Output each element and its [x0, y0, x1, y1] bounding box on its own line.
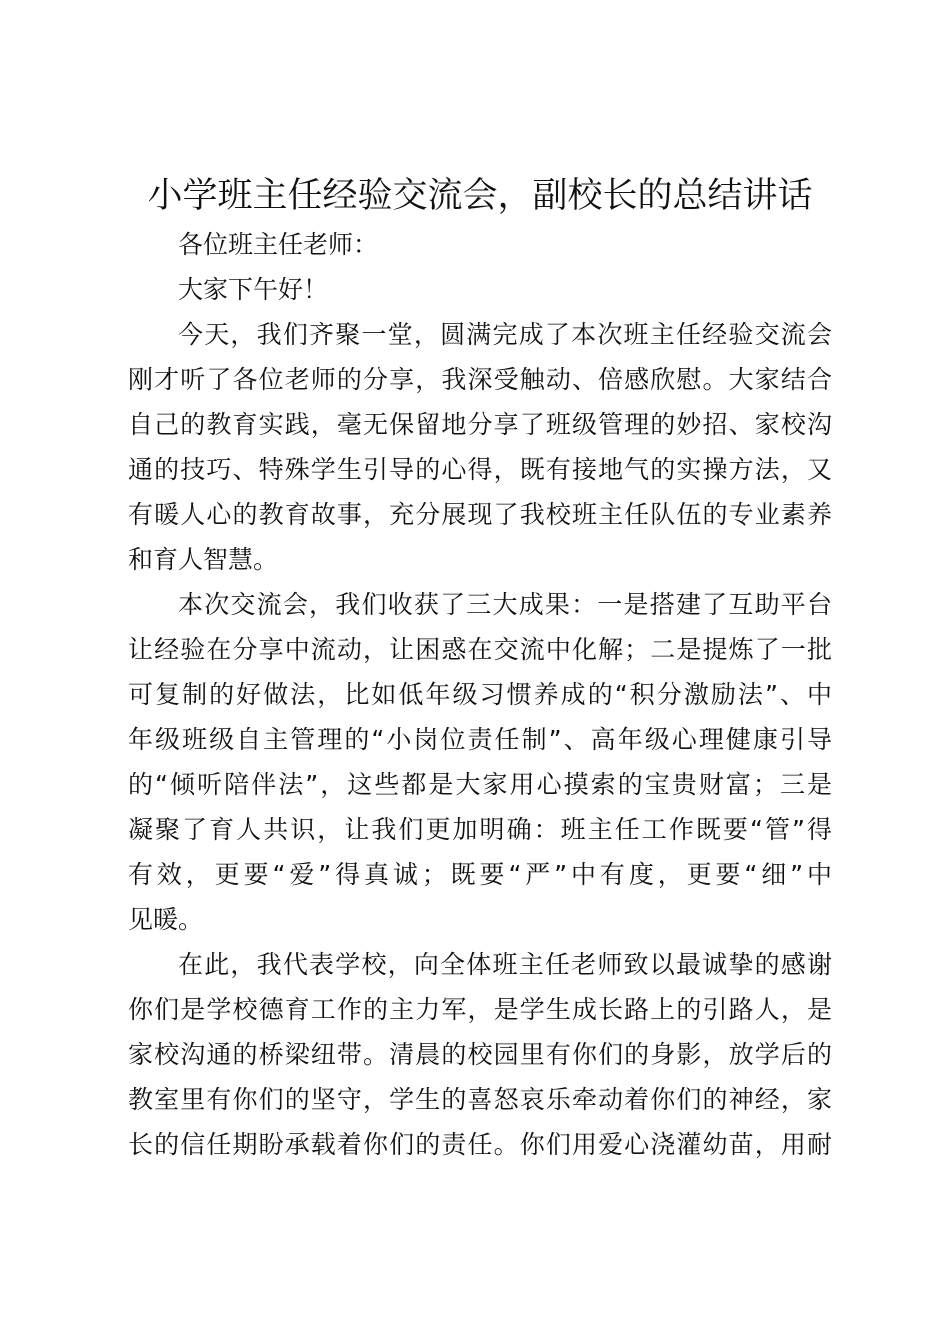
- paragraph-2-line: 年级班级自主管理的“小岗位责任制”、高年级心理健康引导: [128, 725, 832, 754]
- document-body: [128, 222, 832, 1167]
- paragraph-1-line: 和育人智慧。: [128, 545, 279, 574]
- paragraph-2-line: 的“倾听陪伴法”，这些都是大家用心摸索的宝贵财富；三是: [128, 770, 832, 799]
- paragraph-3-line: 家校沟通的桥梁纽带。清晨的校园里有你们的身影，放学后的: [128, 1040, 832, 1069]
- paragraph-2-line: 可复制的好做法，比如低年级习惯养成的“积分激励法”、中: [128, 680, 832, 709]
- paragraph-1-line: 自己的教育实践，毫无保留地分享了班级管理的妙招、家校沟: [128, 410, 832, 439]
- paragraph-1-line: 今天，我们齐聚一堂，圆满完成了本次班主任经验交流会: [178, 320, 832, 349]
- document-title: 小学班主任经验交流会，副校长的总结讲话: [147, 176, 813, 216]
- paragraph-2-line: 凝聚了育人共识，让我们更加明确：班主任工作既要“管”得: [128, 815, 832, 844]
- paragraph-1-line: 刚才听了各位老师的分享，我深受触动、倍感欣慰。大家结合: [128, 365, 832, 394]
- paragraph-1-line: 通的技巧、特殊学生引导的心得，既有接地气的实操方法，又: [128, 455, 832, 484]
- paragraph-2-line: 本次交流会，我们收获了三大成果：一是搭建了互助平台: [178, 590, 832, 619]
- paragraph-2-line: 让经验在分享中流动，让困惑在交流中化解；二是提炼了一批: [128, 635, 832, 664]
- paragraph-3-line: 教室里有你们的坚守，学生的喜怒哀乐牵动着你们的神经，家: [128, 1085, 832, 1114]
- paragraph-2-line: 有效，更要“爱”得真诚；既要“严”中有度，更要“细”中: [128, 860, 832, 889]
- paragraph-3-line: 在此，我代表学校，向全体班主任老师致以最诚挚的感谢: [178, 950, 832, 979]
- paragraph-2-line: 见暖。: [128, 905, 204, 934]
- paragraph-1-line: 有暖人心的教育故事，充分展现了我校班主任队伍的专业素养: [128, 500, 832, 529]
- salutation-line: 各位班主任老师：: [178, 230, 379, 259]
- paragraph-3-line: 你们是学校德育工作的主力军，是学生成长路上的引路人，是: [128, 995, 832, 1024]
- greeting-line: 大家下午好！: [178, 275, 329, 304]
- paragraph-3-line: 长的信任期盼承载着你们的责任。你们用爱心浇灌幼苗，用耐: [128, 1130, 832, 1159]
